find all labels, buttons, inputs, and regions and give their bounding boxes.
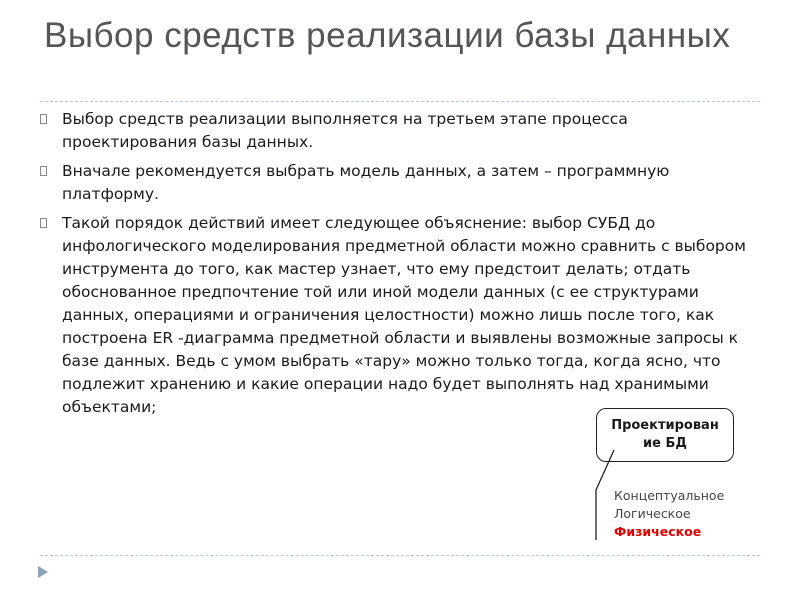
design-levels [614,487,724,541]
slide-title: Выбор средств реализации базы данных [44,16,731,55]
footer-divider [40,555,760,556]
level-physical: Физическое [614,524,702,539]
bullet-text: Выбор средств реализации выполняется на третьем этапе процесса проектирования базы данных. [62,110,628,151]
level-conceptual: Концептуальное [614,488,725,503]
triangle-icon [38,566,48,578]
bullet-text: Вначале рекомендуется выбрать модель данных, а затем – программную платформу. [62,162,670,203]
callout-box: Проектирован ие БД [596,408,734,462]
bullet-text: Такой порядок действий имеет следующее объяснение: выбор СУБД до инфологического моделирования предметной области можно сравнить с выбором инструмента до того, как мастер узнает, что ему предстоит делать; отдать обоснованное предпочтение той или иной модели данных (с ее структурами данных, операциями и ограничения целостности) можно лишь после того, как построена ER -диаграмма предметной области и выявлены возможные запросы к базе данных. Ведь с умом выбрать «тару» можно только тогда, когда ясно, что подлежит хранению и какие операции надо будет выполнять над хранимыми объектами; [62,214,746,416]
level-logical: Логическое [614,506,691,521]
